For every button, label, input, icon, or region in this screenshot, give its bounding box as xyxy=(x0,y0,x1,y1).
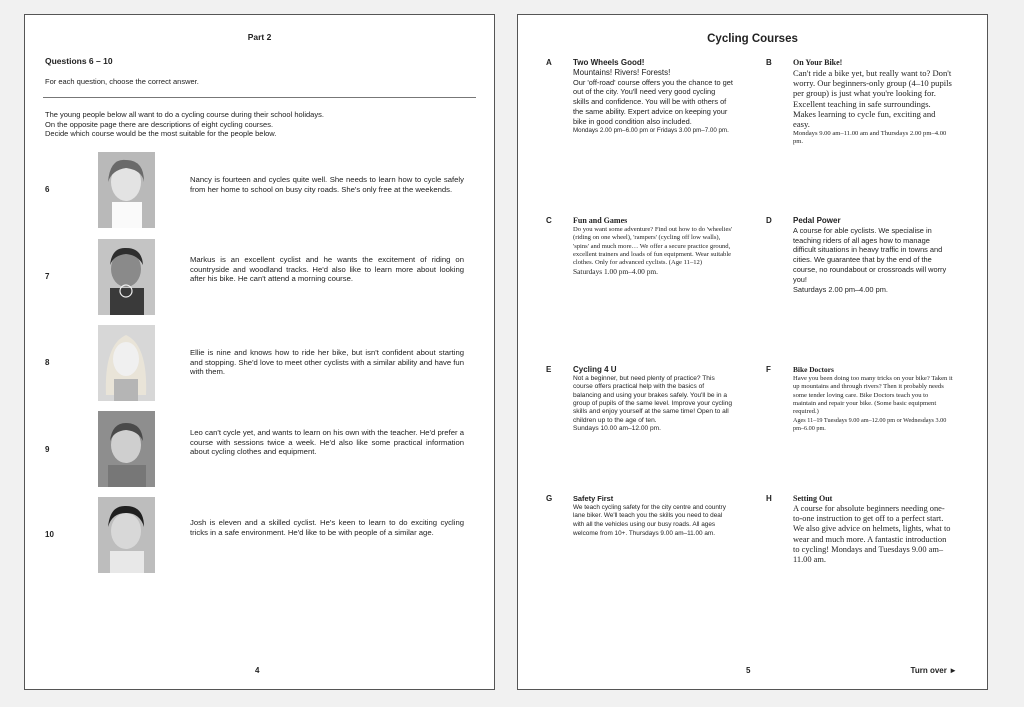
divider xyxy=(43,97,476,98)
course-c xyxy=(573,216,733,276)
course-h xyxy=(793,494,953,566)
course-f xyxy=(793,365,953,434)
course-body: A course for absolute beginners needing one-to-one instruction to get off to a perfect start. We also give advice on helmets, lights, what to wear and much more. A fantastic introduction to cycling! Mondays and Tuesdays 9.00 am–11.00 am. xyxy=(793,503,951,565)
question-text: Josh is eleven and a skilled cyclist. He's keen to learn to do exciting cycling tricks in a safe environment. He'd like to be with people of a similar age. xyxy=(190,518,464,537)
page-number: 5 xyxy=(746,666,751,675)
instruction: For each question, choose the correct answer. xyxy=(45,77,199,86)
course-d xyxy=(793,216,953,294)
course-title: Pedal Power xyxy=(793,216,841,225)
course-letter: B xyxy=(766,58,772,67)
question-text: Nancy is fourteen and cycles quite well. She needs to learn how to cycle safely from her home to school on busy city roads. She's only free at the weekends. xyxy=(190,175,464,194)
course-title: Safety First xyxy=(573,494,614,503)
photo-ellie xyxy=(98,325,155,401)
course-title: Fun and Games xyxy=(573,216,628,225)
course-letter: D xyxy=(766,216,772,225)
course-time: Mondays 2.00 pm–6.00 pm or Fridays 3.00 pm–7.00 pm. xyxy=(573,126,729,134)
photo-nancy xyxy=(98,152,155,228)
course-letter: G xyxy=(546,494,553,503)
intro-line: On the opposite page there are descriptions of eight cycling courses. xyxy=(45,119,274,129)
question-number: 6 xyxy=(45,185,50,194)
intro-line: Decide which course would be the most suitable for the people below. xyxy=(45,129,277,138)
course-time: Saturdays 2.00 pm–4.00 pm. xyxy=(793,284,888,294)
photo-josh xyxy=(98,497,155,573)
course-tagline: Mountains! Rivers! Forests! xyxy=(573,67,671,77)
question-number: 7 xyxy=(45,272,50,281)
course-body: Our 'off-road' course offers you the chance to get out of the city. You'll need very good cycling skills and confidence. You will be with others of the same ability. Expert advice on keeping your bike in good condition also included. xyxy=(573,77,733,126)
course-b xyxy=(793,58,953,146)
course-title: Two Wheels Good! xyxy=(573,58,645,67)
course-e xyxy=(573,365,733,434)
page-number: 4 xyxy=(255,666,260,675)
left-page xyxy=(24,14,495,690)
course-letter: C xyxy=(546,216,552,225)
question-text: Markus is an excellent cyclist and he wants the excitement of riding on countryside and woodland tracks. He'd also like to learn more about looking after his bike. He can't attend a morning course. xyxy=(190,255,464,284)
courses-title: Cycling Courses xyxy=(707,33,798,45)
photo-leo xyxy=(98,411,155,487)
intro xyxy=(45,110,324,139)
course-letter: F xyxy=(766,365,771,374)
course-time: Ages 11–19 Tuesdays 9.00 am–12.00 pm or Wednesdays 3.00 pm–6.00 pm. xyxy=(793,416,947,433)
intro-line: The young people below all want to do a cycling course during their school holidays. xyxy=(45,110,324,119)
course-letter: H xyxy=(766,494,772,503)
question-text: Leo can't cycle yet, and wants to learn on his own with the teacher. He'd prefer a course with sessions twice a week. He'd also like some practical information about cycling clothes and equipment. xyxy=(190,428,464,457)
course-time: Mondays 9.00 am–11.00 am and Thursdays 2.00 pm–4.00 pm. xyxy=(793,129,947,145)
questions-heading: Questions 6 – 10 xyxy=(45,56,113,66)
course-body: We teach cycling safety for the city centre and country lane biker. We'll teach you the skills you need to deal with all the vehicles using our busy roads. All ages welcome from 10+. Thursdays 9.00 am–11.00 am. xyxy=(573,503,726,537)
question-number: 8 xyxy=(45,358,50,367)
course-a xyxy=(573,58,733,135)
course-body: Not a beginner, but need plenty of practice? This course offers practical help with the basics of balancing and using your brakes safely. You'll be in a group of pupils of the same level. Improve your cycling skills and enjoy yourself at the same time! Open to all children up to the age of ten. xyxy=(573,374,733,424)
question-text: Ellie is nine and knows how to ride her bike, but isn't confident about starting and stopping. She'd love to meet other cyclists with a similar ability and have fun with them. xyxy=(190,348,464,377)
course-letter: E xyxy=(546,365,552,374)
right-page xyxy=(517,14,988,690)
course-title: Bike Doctors xyxy=(793,365,834,374)
course-body: Can't ride a bike yet, but really want to? Don't worry. Our beginners-only group (4–10 pupils per group) is just what you're looking for. Excellent teaching in safe surroundings. Makes learning to cycle fun, exciting and easy. xyxy=(793,67,952,130)
course-body: Do you want some adventure? Find out how to do 'wheelies' (riding on one wheel), 'rampers' (cycling off low walls), 'spins' and much more… We offer a secure practice ground, excellent trainers and loads of fun equipment. Wear suitable clothes. Only for advanced cyclists. (Age 11–12) xyxy=(573,225,733,267)
course-g xyxy=(573,494,731,538)
course-time: Sundays 10.00 am–12.00 pm. xyxy=(573,425,661,433)
course-body: Have you been doing too many tricks on your bike? Taken it up mountains and through rivers? Then it probably needs some tender loving care. Bike Doctors teach you to maintain and repair your bike. (Some basic equipment required.) xyxy=(793,374,953,416)
question-number: 9 xyxy=(45,445,50,454)
course-title: On Your Bike! xyxy=(793,58,843,67)
turn-over: Turn over ► xyxy=(910,666,957,675)
question-number: 10 xyxy=(45,530,54,539)
part-title: Part 2 xyxy=(247,32,272,42)
photo-markus xyxy=(98,239,155,315)
course-time: Saturdays 1.00 pm–4.00 pm. xyxy=(573,266,658,276)
course-title: Setting Out xyxy=(793,494,833,503)
course-body: A course for able cyclists. We specialise in teaching riders of all ages how to manage difficult situations in heavy traffic in towns and cities. We guarantee that by the end of the course, no roundabout or crossroads will worry you! xyxy=(793,225,947,284)
course-letter: A xyxy=(546,58,552,67)
course-title: Cycling 4 U xyxy=(573,365,617,374)
